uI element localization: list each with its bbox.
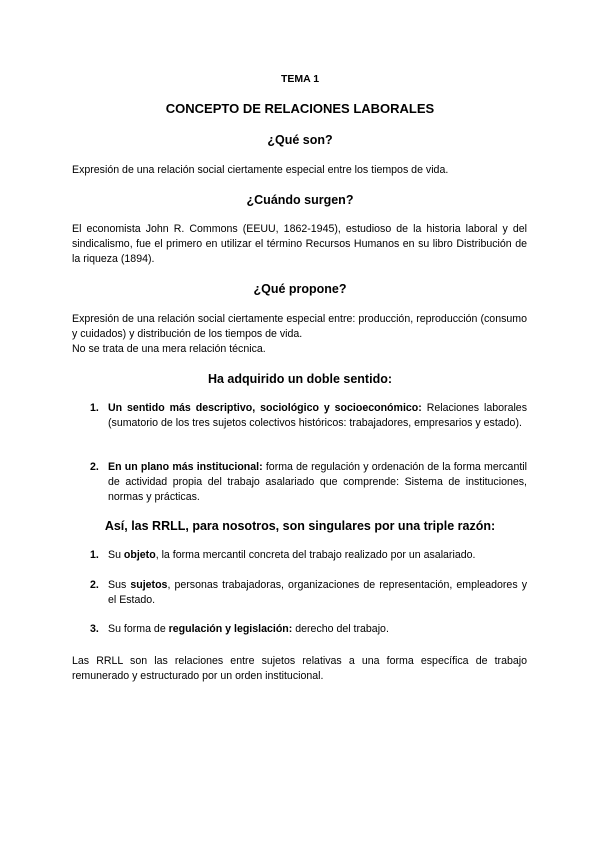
list-item-bold: Un sentido más descriptivo, sociológico y socioeconómico: [108, 402, 422, 414]
list-number: 3. [90, 623, 99, 635]
list-item [72, 401, 527, 431]
list-item [72, 622, 527, 637]
list-item-text: Relaciones laborales (sumatorio de los tres sujetos colectivos históricos: trabajadores, empresarios y estado). [108, 402, 527, 429]
list-item-bold: En un plano más institucional: [108, 461, 263, 473]
list-item [72, 548, 527, 563]
list-item-pre: Su [108, 549, 124, 561]
list-item-bold: sujetos [130, 579, 168, 591]
heading-que-propone: ¿Qué propone? [253, 282, 347, 296]
list-item-post: , personas trabajadoras, organizaciones de representación, empleadores y el Estado. [108, 579, 527, 606]
paragraph-que-propone-note: No se trata de una mera relación técnica. [72, 343, 266, 355]
paragraph-cuando-surgen: El economista John R. Commons (EEUU, 1862-1945), estudioso de la historia laboral y del sindicalismo, fue el primero en utilizar el término Recursos Humanos en su libro Distribución de la riqueza (1894). [72, 223, 527, 265]
list-item-pre: Su forma de [108, 623, 169, 635]
paragraph-que-propone: Expresión de una relación social ciertamente especial entre: producción, reproducción (consumo y cuidados) y distribución de los tiempos de vida. [72, 313, 527, 340]
list-number: 1. [90, 549, 99, 561]
page-title: CONCEPTO DE RELACIONES LABORALES [165, 101, 435, 116]
heading-doble-sentido: Ha adquirido un doble sentido: [207, 372, 393, 386]
list-number: 2. [90, 579, 99, 591]
heading-triple-razon: Así, las RRLL, para nosotros, son singulares por una triple razón: [104, 519, 496, 533]
list-number: 1. [90, 402, 99, 414]
list-item-post: derecho del trabajo. [292, 623, 389, 635]
tema-label: TEMA 1 [280, 73, 320, 85]
paragraph-que-son: Expresión de una relación social ciertamente especial entre los tiempos de vida. [72, 164, 449, 176]
list-item [72, 578, 527, 608]
heading-cuando-surgen: ¿Cuándo surgen? [246, 193, 354, 207]
list-item-bold: objeto [123, 549, 156, 561]
list-item-text: forma de regulación y ordenación de la forma mercantil de actividad propia del trabajo asalariado que comprende: Sistema de instituciones, normas y prácticas. [108, 461, 527, 503]
heading-que-son: ¿Qué son? [267, 133, 333, 147]
list-item-bold: regulación y legislación: [168, 623, 293, 635]
list-item-post: , la forma mercantil concreta del trabajo realizado por un asalariado. [155, 549, 476, 561]
list-item [72, 460, 527, 505]
list-item-pre: Sus [108, 579, 131, 591]
list-number: 2. [90, 461, 99, 473]
paragraph-conclusion: Las RRLL son las relaciones entre sujetos relativas a una forma específica de trabajo remunerado y estructurado por un orden institucional. [72, 655, 527, 682]
